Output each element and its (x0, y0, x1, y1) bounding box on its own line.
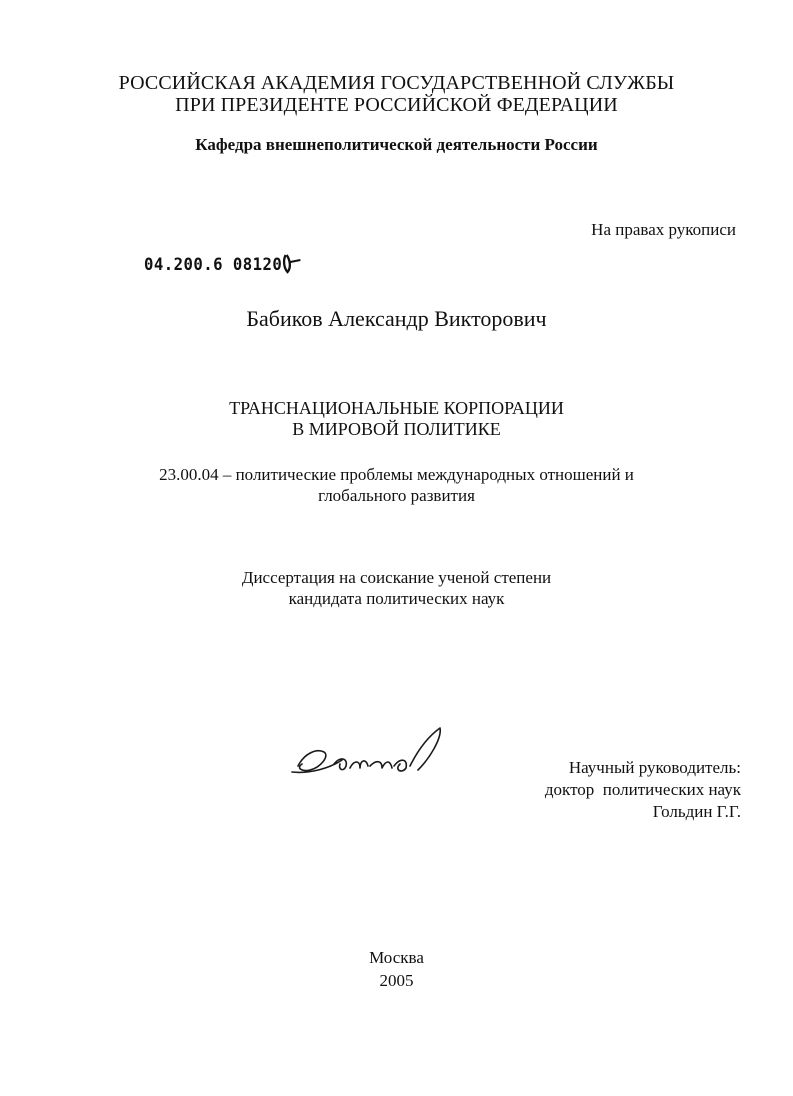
academy-line-2: ПРИ ПРЕЗИДЕНТЕ РОССИЙСКОЙ ФЕДЕРАЦИИ (175, 94, 618, 116)
place-and-year (0, 946, 793, 992)
supervisor-title: доктор политических наук (544, 780, 741, 799)
supervisor-block (545, 757, 741, 823)
author-name: Бабиков Александр Викторович (246, 306, 547, 331)
thesis-title-line-2: В МИРОВОЙ ПОЛИТИКЕ (292, 419, 501, 439)
specialty-line-2: глобального развития (318, 486, 475, 505)
degree-line-2: кандидата политических наук (288, 589, 505, 608)
registration-number: 04.200.6 08120 (144, 255, 283, 275)
degree-statement (0, 567, 793, 609)
specialty (0, 464, 793, 506)
manuscript-note: На правах рукописи (591, 220, 736, 239)
academy-line-1: РОССИЙСКАЯ АКАДЕМИЯ ГОСУДАРСТВЕННОЙ СЛУЖБЫ (118, 72, 675, 94)
specialty-line-1: 23.00.04 – политические проблемы международных отношений и (159, 465, 634, 484)
degree-line-1: Диссертация на соискание ученой степени (241, 568, 552, 587)
department-name: Кафедра внешнеполитической деятельности России (195, 135, 598, 154)
thesis-title (0, 398, 793, 440)
year: 2005 (379, 971, 414, 990)
city: Москва (369, 948, 424, 967)
supervisor-name: Гольдин Г.Г. (652, 802, 741, 821)
author-signature (290, 724, 455, 784)
academy-name (0, 72, 793, 116)
registration-number-stamp (144, 252, 303, 275)
supervisor-label: Научный руководитель: (568, 758, 741, 777)
thesis-title-line-1: ТРАНСНАЦИОНАЛЬНЫЕ КОРПОРАЦИИ (229, 398, 564, 418)
stamp-mark-icon (282, 252, 302, 274)
